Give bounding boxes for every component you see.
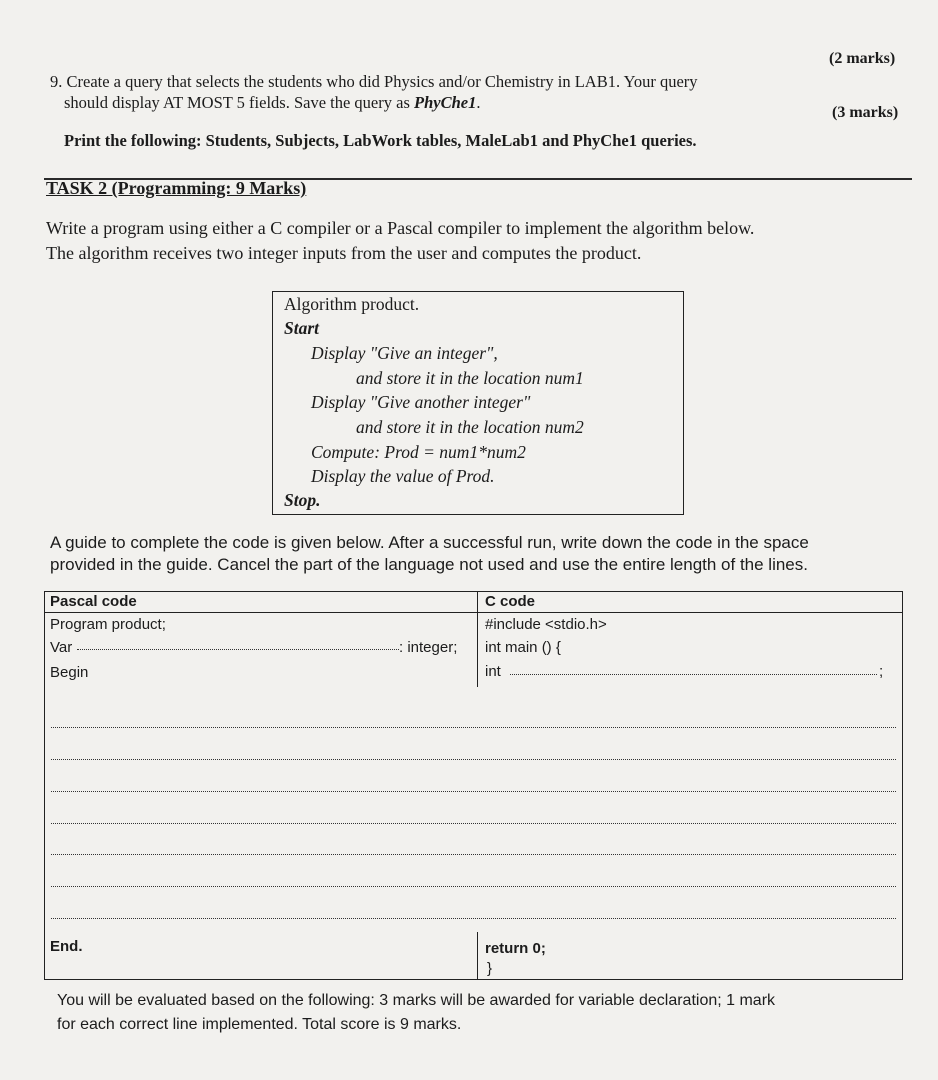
code-line-4-blank[interactable] [51, 823, 896, 824]
pascal-program-line: Program product; [50, 616, 166, 633]
evaluation-note-line1: You will be evaluated based on the following: 3 marks will be awarded for variable declaration; 1 mark [57, 992, 776, 1009]
c-include-line: #include <stdio.h> [485, 616, 607, 633]
pascal-var-type: : integer; [399, 639, 458, 656]
algorithm-step-display-1: Display "Give an integer", [311, 343, 498, 363]
code-table [44, 591, 903, 980]
column-divider-top [477, 592, 478, 687]
marks-label-top: (2 marks) [829, 50, 896, 67]
code-line-6-blank[interactable] [51, 886, 896, 887]
c-return-line: return 0; [485, 940, 546, 957]
guide-line2: provided in the guide. Cancel the part of the language not used and use the entire length of the lines. [50, 555, 808, 574]
algorithm-step-store-1: and store it in the location num1 [356, 368, 584, 388]
question-9-line2-text: should display AT MOST 5 fields. Save the query as [64, 93, 414, 112]
c-int-semicolon: ; [879, 663, 884, 680]
code-line-5-blank[interactable] [51, 854, 896, 855]
question-9-line2-end: . [476, 93, 481, 112]
algorithm-start: Start [284, 318, 320, 338]
algorithm-step-store-2: and store it in the location num2 [356, 417, 584, 437]
algorithm-title: Algorithm product. [284, 294, 420, 314]
algorithm-step-compute: Compute: Prod = num1*num2 [311, 442, 526, 462]
code-line-2-blank[interactable] [51, 759, 896, 760]
task-2-intro-line1: Write a program using either a C compiler or a Pascal compiler to implement the algorithm below. [46, 218, 755, 238]
query-name: PhyChe1 [414, 93, 477, 112]
c-int-label: int [485, 663, 501, 680]
c-code-header: C code [485, 593, 536, 610]
algorithm-step-display-2: Display "Give another integer" [311, 392, 531, 412]
c-int-blank[interactable] [510, 674, 877, 675]
pascal-var-label: Var [50, 639, 73, 656]
code-line-1-blank[interactable] [51, 727, 896, 728]
code-line-7-blank[interactable] [51, 918, 896, 919]
marks-label-q9: (3 marks) [832, 104, 899, 121]
question-9-line2 [64, 93, 480, 113]
algorithm-step-display-result: Display the value of Prod. [311, 466, 495, 486]
print-instructions: Print the following: Students, Subjects, LabWork tables, MaleLab1 and PhyChe1 queries. [64, 131, 697, 150]
algorithm-box [272, 291, 684, 515]
c-closing-brace: } [487, 960, 493, 977]
pascal-code-header: Pascal code [50, 593, 137, 610]
evaluation-note-line2: for each correct line implemented. Total score is 9 marks. [57, 1016, 462, 1033]
pascal-end: End. [50, 938, 83, 955]
code-line-3-blank[interactable] [51, 791, 896, 792]
column-divider-bottom [477, 932, 478, 979]
table-header-divider [45, 612, 902, 613]
task-2-title: TASK 2 (Programming: 9 Marks) [46, 178, 307, 198]
algorithm-stop: Stop. [284, 490, 321, 510]
guide-line1: A guide to complete the code is given below. After a successful run, write down the code in the space [50, 533, 809, 552]
task-2-intro-line2: The algorithm receives two integer inputs from the user and computes the product. [46, 243, 642, 263]
question-9-line1: 9. Create a query that selects the students who did Physics and/or Chemistry in LAB1. Your query [50, 72, 698, 91]
pascal-begin: Begin [50, 664, 89, 681]
c-main-line: int main () { [485, 639, 561, 656]
pascal-var-blank[interactable] [77, 649, 399, 650]
